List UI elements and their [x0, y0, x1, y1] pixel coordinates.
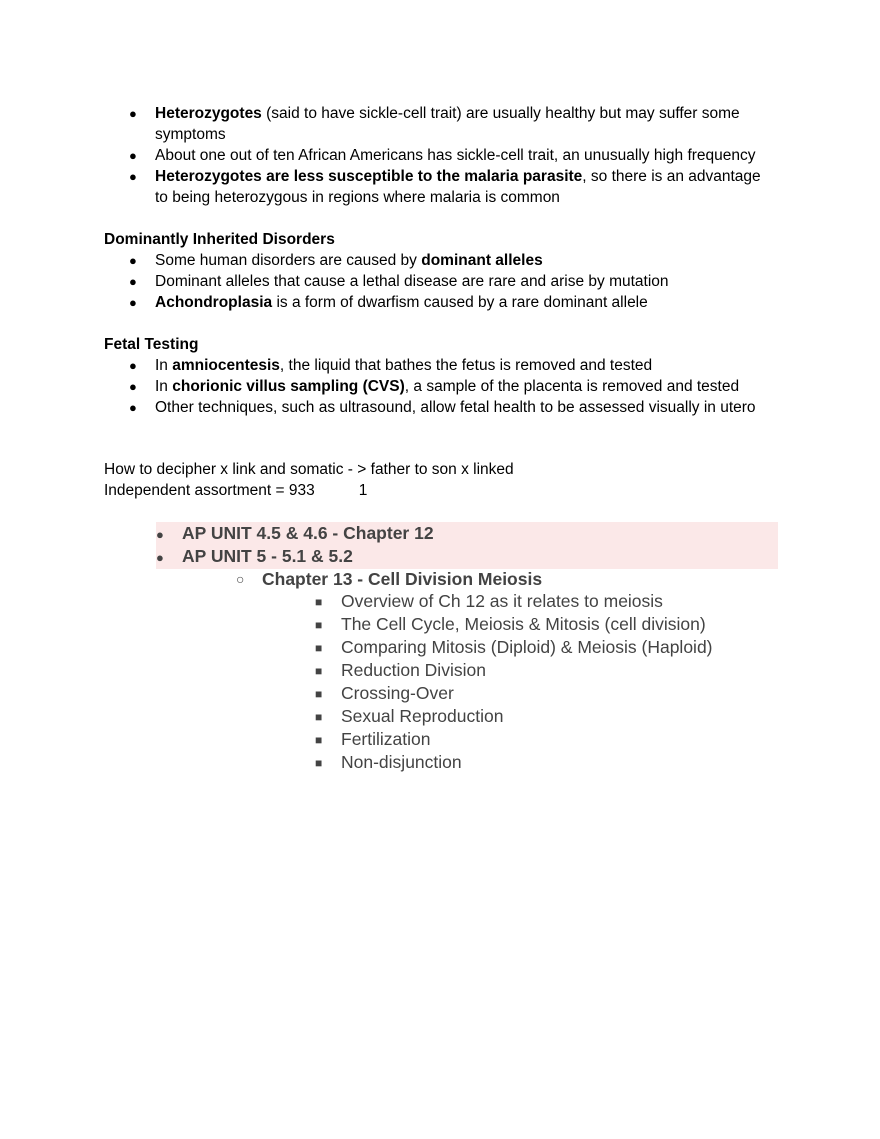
term-malaria: Heterozygotes are less susceptible to the malaria parasite: [155, 168, 583, 185]
term-amniocentesis: amniocentesis: [172, 357, 280, 374]
note-line-2-value: 1: [358, 482, 368, 499]
circle-bullet-icon: ○: [236, 571, 245, 587]
sickle-bullet-3-line2: to being heterozygous in regions where malaria is common: [155, 189, 560, 206]
section-heading-fetal: Fetal Testing: [104, 336, 199, 353]
outline-chapter: Chapter 13 - Cell Division Meiosis: [262, 569, 543, 589]
bullet-icon: ●: [156, 527, 164, 542]
dominant-bullet-3: [155, 292, 648, 313]
dominant-bullet-3-text: is a form of dwarfism caused by a rare dominant allele: [272, 294, 648, 311]
fetal-bullet-1: [155, 355, 652, 376]
square-bullet-icon: ■: [315, 687, 323, 701]
dominant-bullet-1: [155, 250, 543, 271]
bullet-icon: ●: [129, 358, 137, 373]
outline-topic: The Cell Cycle, Meiosis & Mitosis (cell division): [341, 614, 706, 634]
square-bullet-icon: ■: [315, 733, 323, 747]
outline-topic: Overview of Ch 12 as it relates to meiosis: [341, 591, 663, 611]
square-bullet-icon: ■: [315, 641, 323, 655]
sickle-bullet-1: [155, 103, 740, 124]
fetal-bullet-2-pre: In: [155, 378, 173, 395]
outline-topic: Comparing Mitosis (Diploid) & Meiosis (Haploid): [341, 637, 713, 657]
bullet-icon: ●: [156, 550, 164, 565]
bullet-icon: ●: [129, 169, 137, 184]
dominant-bullet-2: Dominant alleles that cause a lethal disease are rare and arise by mutation: [155, 273, 669, 290]
bullet-icon: ●: [129, 295, 137, 310]
section-heading-dominant: Dominantly Inherited Disorders: [104, 231, 335, 248]
bullet-icon: ●: [129, 148, 137, 163]
outline-unit-1: AP UNIT 4.5 & 4.6 - Chapter 12: [182, 523, 434, 543]
outline-topic: Sexual Reproduction: [341, 706, 504, 726]
square-bullet-icon: ■: [315, 756, 323, 770]
fetal-bullet-2-text: , a sample of the placenta is removed and tested: [404, 378, 740, 395]
term-cvs: chorionic villus sampling (CVS): [172, 378, 405, 395]
fetal-bullet-3: Other techniques, such as ultrasound, allow fetal health to be assessed visually in utero: [155, 399, 756, 416]
fetal-bullet-1-pre: In: [155, 357, 173, 374]
outline-unit-2: AP UNIT 5 - 5.1 & 5.2: [182, 546, 353, 566]
bullet-icon: ●: [129, 379, 137, 394]
bullet-icon: ●: [129, 253, 137, 268]
sickle-bullet-1-text: (said to have sickle-cell trait) are usually healthy but may suffer some: [261, 105, 740, 122]
term-dominant-alleles: dominant alleles: [421, 252, 543, 269]
square-bullet-icon: ■: [315, 664, 323, 678]
sickle-bullet-2: About one out of ten African Americans has sickle-cell trait, an unusually high frequency: [155, 147, 756, 164]
term-heterozygotes: Heterozygotes: [155, 105, 262, 122]
square-bullet-icon: ■: [315, 618, 323, 632]
outline-topic: Reduction Division: [341, 660, 486, 680]
outline-topic: Fertilization: [341, 729, 431, 749]
note-line-1: How to decipher x link and somatic - > father to son x linked: [104, 461, 514, 478]
sickle-bullet-1-line2: symptoms: [155, 126, 226, 143]
fetal-bullet-2: [155, 376, 739, 397]
outline-topic: Non-disjunction: [341, 752, 462, 772]
outline-topic: Crossing-Over: [341, 683, 454, 703]
note-line-2: [104, 480, 367, 501]
fetal-bullet-1-text: , the liquid that bathes the fetus is removed and tested: [279, 357, 653, 374]
note-line-2-text: Independent assortment = 933: [104, 482, 315, 499]
square-bullet-icon: ■: [315, 595, 323, 609]
sickle-bullet-3: [155, 166, 761, 187]
sickle-bullet-3-text: , so there is an advantage: [582, 168, 761, 185]
bullet-icon: ●: [129, 106, 137, 121]
square-bullet-icon: ■: [315, 710, 323, 724]
bullet-icon: ●: [129, 274, 137, 289]
dominant-bullet-1-text: Some human disorders are caused by: [155, 252, 422, 269]
term-achondroplasia: Achondroplasia: [155, 294, 273, 311]
bullet-icon: ●: [129, 400, 137, 415]
